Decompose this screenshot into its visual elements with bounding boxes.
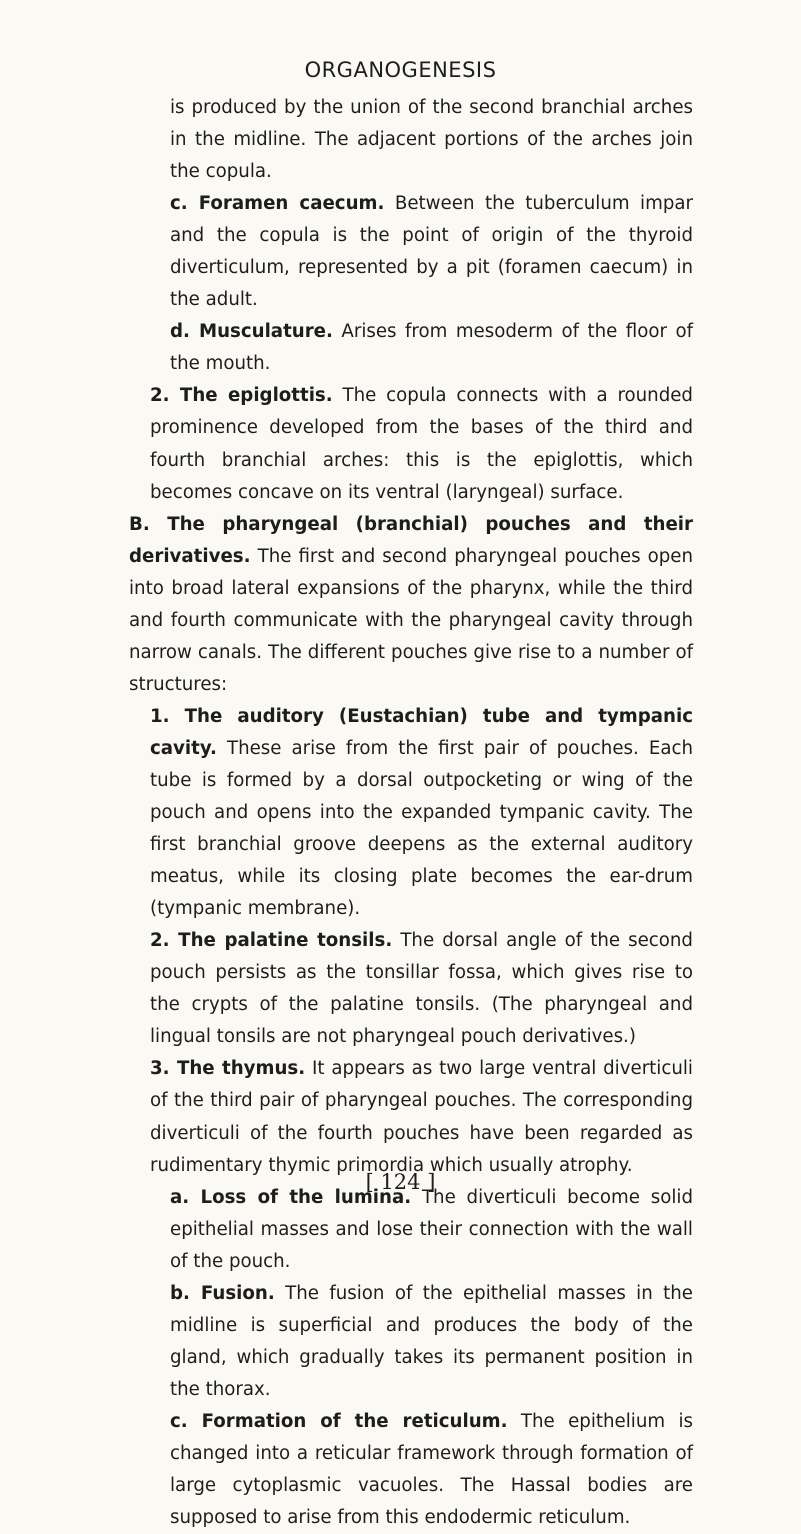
paragraph <box>129 1406 693 1534</box>
paragraph-heading: c. Formation of the reticulum. <box>170 1410 508 1432</box>
running-head: ORGANOGENESIS <box>304 58 497 82</box>
paragraph-heading: 1. The auditory (Eustachian) tube and tympanic cavity. <box>150 705 693 759</box>
paragraph <box>129 509 693 701</box>
paragraph-heading: c. Foramen caecum. <box>170 193 385 215</box>
paragraph-heading: b. Fusion. <box>170 1282 275 1304</box>
paragraph-heading: 2. The epiglottis. <box>150 385 333 407</box>
paragraph <box>129 1182 693 1278</box>
paragraph-text: These arise from the first pair of pouches. Each tube is formed by a dorsal outpocketing or wing of the pouch and opens into the expanded tympanic cavity. The first branchial groove deepens as the external auditory meatus, while its closing plate becomes the ear-drum (tympanic membrane). <box>150 737 693 920</box>
paragraph-text: The copula connects with a rounded prominence developed from the bases of the third and fourth branchial arches: this is the epiglottis, which becomes concave on its ventral (laryngeal) surface. <box>150 385 693 503</box>
paragraph <box>129 1053 693 1181</box>
page-number: [ 124 ] <box>365 1170 436 1194</box>
paragraph <box>129 316 693 380</box>
paragraph-text: Arises from mesoderm of the floor of the mouth. <box>170 321 693 375</box>
paragraph-heading: 3. The thymus. <box>150 1058 306 1080</box>
paragraph-text: is produced by the union of the second branchial arches in the midline. The adjacent portions of the arches join the copula. <box>170 97 693 183</box>
paragraph-text: The first and second pharyngeal pouches open into broad lateral expansions of the pharynx, while the third and fourth communicate with the pharyngeal cavity through narrow canals. The different pouches give rise to a number of structures: <box>129 545 693 695</box>
paragraph-text: It appears as two large ventral diverticuli of the third pair of pharyngeal pouches. The corresponding diverticuli of the fourth pouches have been regarded as rudimentary thymic primordia which usually atrophy. <box>150 1058 693 1176</box>
paragraph <box>129 701 693 925</box>
paragraph-text: The dorsal angle of the second pouch persists as the tonsillar fossa, which gives rise to the crypts of the palatine tonsils. (The pharyngeal and lingual tonsils are not pharyngeal pouch derivatives.) <box>150 930 693 1048</box>
paragraph-text: The fusion of the epithelial masses in the midline is superficial and produces the body of the gland, which gradually takes its permanent position in the thorax. <box>170 1282 693 1400</box>
paragraph-heading: d. Musculature. <box>170 321 333 343</box>
paragraph-text: The diverticuli become solid epithelial masses and lose their connection with the wall of the pouch. <box>170 1186 693 1272</box>
paragraph <box>129 925 693 1053</box>
paragraph <box>129 1278 693 1406</box>
paragraph-text: Between the tuberculum impar and the copula is the point of origin of the thyroid diverticulum, represented by a pit (foramen caecum) in the adult. <box>170 193 693 311</box>
paragraph <box>129 188 693 316</box>
paragraph <box>129 92 693 188</box>
paragraph-heading: 2. The palatine tonsils. <box>150 930 393 952</box>
paragraph-heading: a. Loss of the lumina. <box>170 1186 412 1208</box>
paragraph-text: The epithelium is changed into a reticular framework through formation of large cytoplasmic vacuoles. The Hassal bodies are supposed to arise from this endodermic reticulum. <box>170 1410 693 1529</box>
paragraph-heading: B. The pharyngeal (branchial) pouches and their derivatives. <box>129 513 693 567</box>
paragraph <box>129 380 693 508</box>
body-text <box>129 92 693 1534</box>
